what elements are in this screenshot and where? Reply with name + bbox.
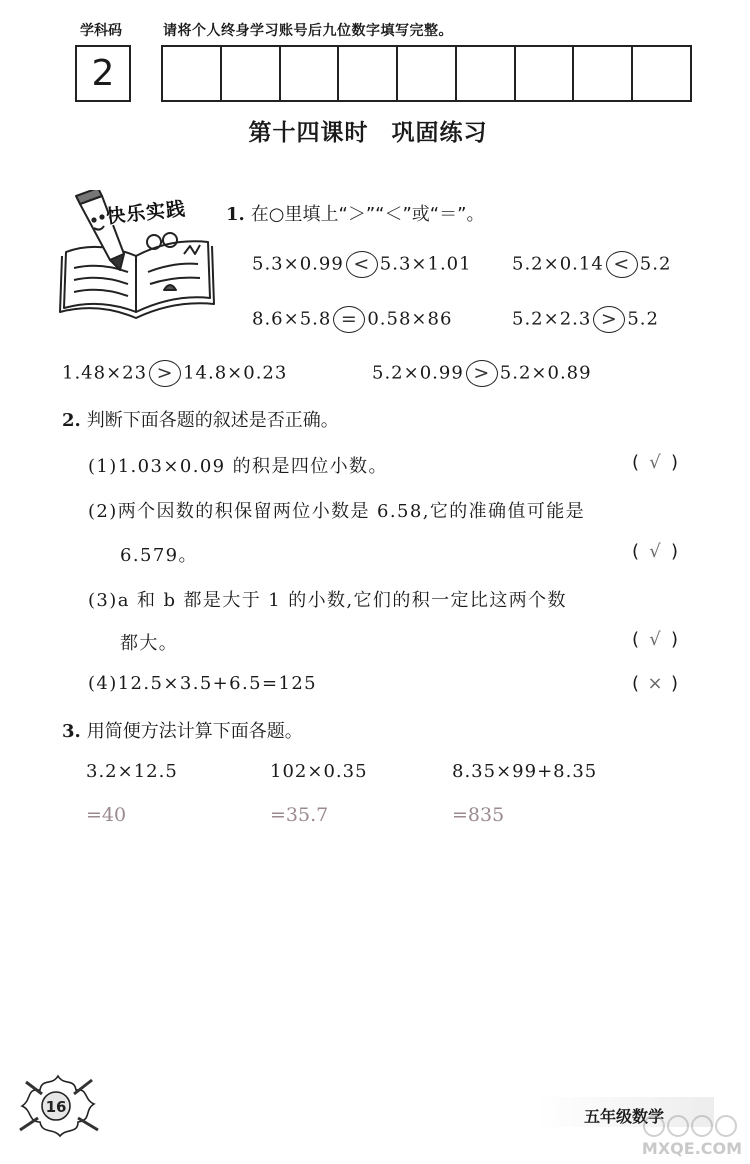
account-digit-boxes: [161, 45, 692, 102]
question-text: 在○里填上“＞”“＜”或“＝”。: [250, 204, 485, 225]
question-text: 用简便方法计算下面各题。: [86, 721, 303, 742]
judge-answer[interactable]: [632, 629, 678, 650]
lesson-name: 巩固练习: [391, 120, 488, 146]
compare-right: 0.58×86: [367, 308, 453, 330]
judge-item-text: (4)12.5×3.5+6.5=125: [88, 673, 318, 694]
question-2-prompt: [62, 406, 339, 432]
section-badge-label: 快乐实践: [105, 197, 188, 229]
judge-item-text: (1)1.03×0.09 的积是四位小数。: [88, 456, 388, 477]
compare-right: 5.2: [639, 253, 672, 275]
paren-open: (: [632, 452, 640, 473]
compare-symbol-circle[interactable]: <: [346, 251, 378, 278]
question-3-prompt: [62, 717, 303, 743]
compare-item: [512, 251, 671, 278]
judge-answer[interactable]: [632, 673, 678, 694]
calc-expression: 8.35×99+8.35: [452, 761, 598, 782]
judge-item-text-cont: 6.579。: [120, 545, 198, 566]
digit-cell[interactable]: [279, 45, 340, 102]
digit-cell[interactable]: [631, 45, 692, 102]
compare-item: [372, 360, 592, 387]
paren-open: (: [632, 673, 640, 694]
compare-symbol-circle[interactable]: >: [593, 306, 625, 333]
cross-mark-icon: ×: [647, 673, 663, 694]
watermark-text: MXQE.COM: [641, 1139, 743, 1158]
compare-item: [252, 306, 452, 333]
question-number: 1.: [226, 204, 245, 225]
digit-cell[interactable]: [572, 45, 633, 102]
judge-answer[interactable]: [632, 452, 678, 473]
paren-close: ): [671, 629, 679, 650]
subject-code-box: 2: [75, 45, 131, 102]
calc-answer[interactable]: =35.7: [270, 804, 329, 826]
compare-left: 5.3×0.99: [252, 253, 344, 275]
compare-left: 5.2×0.99: [372, 362, 464, 384]
digit-cell[interactable]: [514, 45, 575, 102]
check-mark-icon: √: [649, 541, 661, 562]
question-number: 2.: [62, 410, 81, 431]
compare-right: 5.3×1.01: [379, 253, 472, 275]
watermark-logo: [640, 1112, 745, 1160]
check-mark-icon: √: [649, 452, 661, 473]
judge-item-text: (2)两个因数的积保留两位小数是 6.58,它的准确值可能是: [88, 501, 586, 522]
paren-open: (: [632, 629, 640, 650]
question-1-prompt: [226, 200, 484, 226]
paren-close: ): [671, 541, 679, 562]
calc-expression: 3.2×12.5: [86, 761, 178, 782]
digit-cell[interactable]: [161, 45, 222, 102]
subject-code-label: 学科码: [80, 23, 122, 39]
paren-open: (: [632, 541, 640, 562]
compare-symbol-circle[interactable]: <: [606, 251, 638, 278]
compare-symbol-circle[interactable]: =: [333, 306, 365, 333]
compare-right: 5.2: [627, 308, 659, 330]
lesson-title: [0, 114, 750, 147]
compare-symbol-circle[interactable]: >: [149, 360, 181, 387]
compare-left: 5.2×2.3: [512, 308, 592, 330]
digit-cell[interactable]: [337, 45, 398, 102]
account-instruction: 请将个人终身学习账号后九位数字填写完整。: [163, 23, 453, 39]
grade-label: 五年级数学: [584, 1107, 665, 1126]
compare-right: 14.8×0.23: [183, 362, 288, 384]
judge-answer[interactable]: [632, 541, 678, 562]
question-number: 3.: [62, 721, 81, 742]
page-number-flower-icon: [12, 1072, 104, 1138]
page-number: 16: [45, 1098, 67, 1116]
check-mark-icon: √: [649, 629, 661, 650]
compare-left: 1.48×23: [62, 362, 148, 384]
calc-expression: 102×0.35: [270, 761, 368, 782]
digit-cell[interactable]: [220, 45, 281, 102]
compare-item: [512, 306, 659, 333]
question-text: 判断下面各题的叙述是否正确。: [86, 410, 339, 431]
compare-item: [62, 360, 287, 387]
compare-right: 5.2×0.89: [499, 362, 592, 384]
compare-item: [252, 251, 472, 278]
paren-close: ): [671, 673, 679, 694]
compare-left: 5.2×0.14: [512, 253, 604, 275]
digit-cell[interactable]: [455, 45, 516, 102]
digit-cell[interactable]: [396, 45, 457, 102]
compare-left: 8.6×5.8: [252, 308, 332, 330]
lesson-number: 第十四课时: [248, 120, 369, 146]
judge-item-text-cont: 都大。: [120, 633, 179, 654]
calc-answer[interactable]: =40: [86, 804, 127, 826]
judge-item-text: (3)a 和 b 都是大于 1 的小数,它们的积一定比这两个数: [88, 590, 567, 611]
paren-close: ): [671, 452, 679, 473]
compare-symbol-circle[interactable]: >: [466, 360, 498, 387]
calc-answer[interactable]: =835: [452, 804, 505, 826]
